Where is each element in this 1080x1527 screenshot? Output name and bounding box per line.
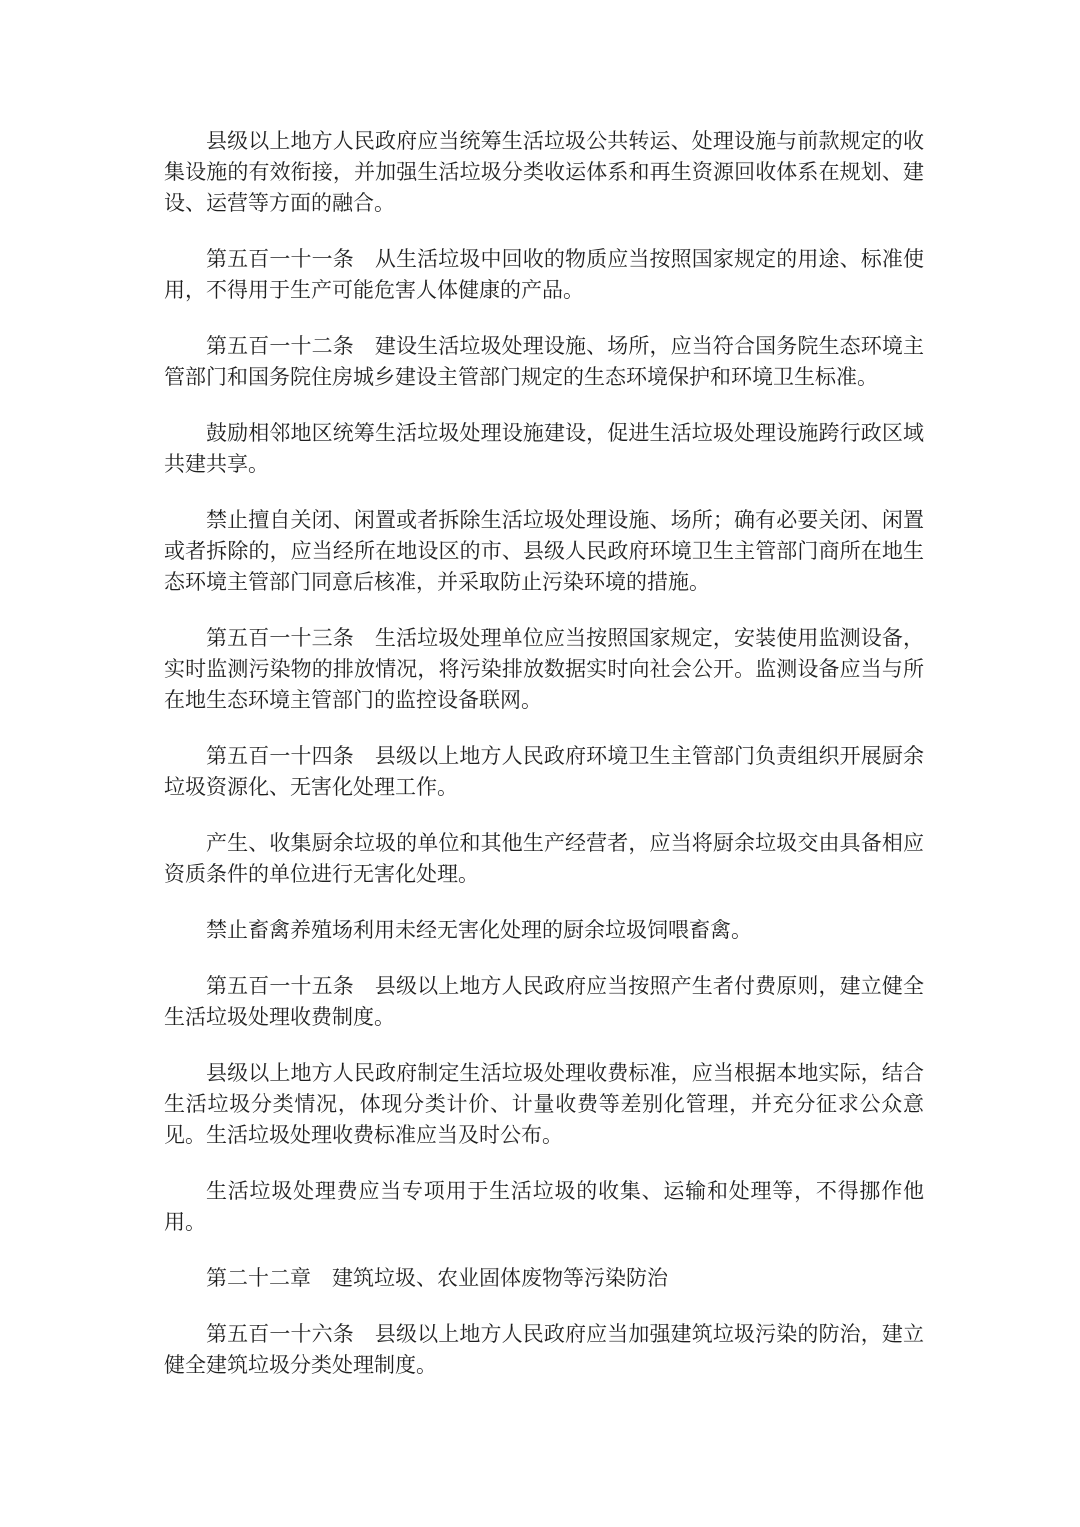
paragraph-text: 生活垃圾处理费应当专项用于生活垃圾的收集、运输和处理等，不得挪作他用。 [164, 1179, 924, 1234]
paragraph-text: 县级以上地方人民政府制定生活垃圾处理收费标准，应当根据本地实际，结合生活垃圾分类情况，体现分类计价、计量收费等差别化管理，并充分征求公众意见。生活垃圾处理收费标准应当及时公布。 [164, 1061, 924, 1147]
article-number: 第五百一十一条 [206, 247, 354, 271]
paragraph-text: 建设生活垃圾处理设施、场所，应当符合国务院生态环境主管部门和国务院住房城乡建设主管部门规定的生态环境保护和环境卫生标准。 [164, 334, 924, 389]
paragraph [164, 505, 924, 598]
article-number: 第五百一十四条 [206, 744, 354, 768]
paragraph [164, 915, 924, 946]
paragraph-text: 鼓励相邻地区统筹生活垃圾处理设施建设，促进生活垃圾处理设施跨行政区域共建共享。 [164, 421, 924, 476]
article-paragraph [164, 741, 924, 803]
paragraph-text: 县级以上地方人民政府环境卫生主管部门负责组织开展厨余垃圾资源化、无害化处理工作。 [164, 744, 924, 799]
paragraph-text: 县级以上地方人民政府应当按照产生者付费原则，建立健全生活垃圾处理收费制度。 [164, 974, 924, 1029]
paragraph [164, 1058, 924, 1151]
article-number: 第五百一十二条 [206, 334, 354, 358]
paragraph-text: 从生活垃圾中回收的物质应当按照国家规定的用途、标准使用，不得用于生产可能危害人体健康的产品。 [164, 247, 924, 302]
article-paragraph [164, 971, 924, 1033]
article-paragraph [164, 1319, 924, 1381]
chapter-heading [164, 1263, 924, 1294]
paragraph [164, 828, 924, 890]
chapter-title: 建筑垃圾、农业固体废物等污染防治 [332, 1266, 668, 1290]
article-paragraph [164, 331, 924, 393]
paragraph [164, 126, 924, 219]
paragraph [164, 418, 924, 480]
article-paragraph [164, 244, 924, 306]
chapter-number: 第二十二章 [206, 1266, 311, 1290]
paragraph-text: 禁止擅自关闭、闲置或者拆除生活垃圾处理设施、场所；确有必要关闭、闲置或者拆除的，应当经所在地设区的市、县级人民政府环境卫生主管部门商所在地生态环境主管部门同意后核准，并采取防止污染环境的措施。 [164, 508, 924, 594]
article-number: 第五百一十五条 [206, 974, 354, 998]
document-body [164, 126, 924, 1406]
paragraph-text: 县级以上地方人民政府应当统筹生活垃圾公共转运、处理设施与前款规定的收集设施的有效衔接，并加强生活垃圾分类收运体系和再生资源回收体系在规划、建设、运营等方面的融合。 [164, 129, 924, 215]
paragraph-text: 县级以上地方人民政府应当加强建筑垃圾污染的防治，建立健全建筑垃圾分类处理制度。 [164, 1322, 924, 1377]
article-paragraph [164, 623, 924, 716]
paragraph-text: 产生、收集厨余垃圾的单位和其他生产经营者，应当将厨余垃圾交由具备相应资质条件的单位进行无害化处理。 [164, 831, 924, 886]
paragraph-text: 生活垃圾处理单位应当按照国家规定，安装使用监测设备，实时监测污染物的排放情况，将污染排放数据实时向社会公开。监测设备应当与所在地生态环境主管部门的监控设备联网。 [164, 626, 924, 712]
article-number: 第五百一十三条 [206, 626, 354, 650]
paragraph [164, 1176, 924, 1238]
article-number: 第五百一十六条 [206, 1322, 354, 1346]
paragraph-text: 禁止畜禽养殖场利用未经无害化处理的厨余垃圾饲喂畜禽。 [206, 918, 752, 942]
